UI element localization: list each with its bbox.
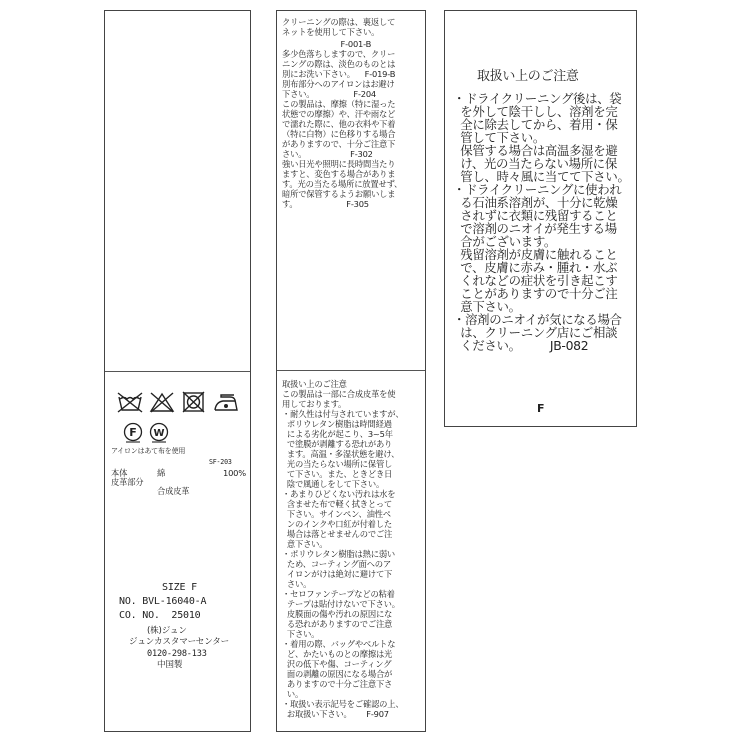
text-line: されずに衣類に残留すること <box>453 208 618 223</box>
text-line: ありますので十分ご注意下さ <box>282 679 393 689</box>
text-line: テープは貼付けないで下さい。 <box>282 599 400 609</box>
text-line: 管して下さい。 <box>453 130 545 145</box>
text-line: ますと、変色する場合がありま <box>282 169 396 179</box>
care-label-right <box>444 10 637 427</box>
text-line: て下さい。また、ときどき日 <box>282 469 393 479</box>
text-line: ・あまりひどくない汚れは水を <box>282 489 396 499</box>
care-symbols <box>117 391 242 413</box>
material-name: 合成皮革 <box>157 486 190 496</box>
text-line: がありますので、十分ご注意下 <box>282 139 396 149</box>
care-label-middle <box>276 10 426 732</box>
text-line: ・ポリウレタン樹脂は熱に弱い <box>282 549 396 559</box>
bleach-prohibited-icon <box>151 393 173 412</box>
text-line: による劣化が起こり、3~5年 <box>282 429 393 439</box>
wetclean-w-icon <box>151 424 168 443</box>
footer-code: F <box>537 402 545 415</box>
text-line: クリーニングの際は、裏返して <box>282 17 396 27</box>
text-line: ニングの際は、淡色のものとは <box>282 59 396 69</box>
text-line: 状態での摩擦）や、汗や雨など <box>282 109 396 119</box>
text-line: 面の剥離の原因になる場合が <box>282 669 393 679</box>
iron-note: アイロンはあて布を使用 <box>111 447 186 455</box>
text-line: ポリウレタン樹脂は時間経過 <box>282 419 392 429</box>
text-line: い。 <box>282 689 304 699</box>
text-line: で濡れた際に、他の衣料や下着 <box>282 119 396 129</box>
text-line: 残留溶剤が皮膚に触れること <box>453 247 618 262</box>
text-line: 合がございます。 <box>453 234 557 249</box>
text-line: ・ドライクリーニングに使われ <box>453 182 622 197</box>
text-line: 取扱い上のご注意 <box>282 379 347 389</box>
text-line: 光の当たらない場所に保管し <box>282 459 393 469</box>
text-line: F-001-B <box>282 39 372 49</box>
phone-number: 0120-298-133 <box>147 649 207 659</box>
text-line: ため、コーティング面へのア <box>282 559 391 569</box>
material-percent: 100% <box>223 468 246 478</box>
fold-line <box>105 371 250 372</box>
text-line: 皮膜面の傷や汚れの原因にな <box>282 609 393 619</box>
text-line: 別にお洗い下さい。 F-019-B <box>282 69 396 79</box>
svg-text:F: F <box>129 426 137 439</box>
text-line: さい。 F-302 <box>282 149 373 159</box>
text-line: 全に除去してから、着用・保 <box>453 117 618 132</box>
fold-line <box>277 370 425 371</box>
text-line: 下さい。 F-204 <box>282 89 376 99</box>
text-line: ネットを使用して下さい。 <box>282 27 380 37</box>
iron-low-icon <box>215 395 237 410</box>
text-line: け、光の当たらない場所に保 <box>453 156 617 171</box>
text-line: で塗膜が剥離する恐れがあり <box>282 439 393 449</box>
wash-prohibited-icon <box>118 393 142 412</box>
text-line: で溶剤のニオイが発生する場 <box>453 221 617 236</box>
text-line: 下さい。サインペン、油性ペ <box>282 509 391 519</box>
text-line: 含ませた布で軽く拭きとって <box>282 499 392 509</box>
text-line: ンのインクや口紅が付着した <box>282 519 392 529</box>
text-line: この製品は、摩擦（特に湿った <box>282 99 396 109</box>
text-line: ・取扱い表示記号をご確認の上、 <box>282 699 404 709</box>
text-line: ・セロファンテープなどの粘着 <box>282 589 395 599</box>
text-line: イロンがけは絶対に避けて下 <box>282 569 393 579</box>
text-line: を外して陰干しし、溶剤を完 <box>453 104 618 119</box>
svg-text:W: W <box>153 428 165 439</box>
text-line: ことがありますので十分ご注 <box>453 286 618 301</box>
text-line: ・ドライクリーニング後は、袋 <box>453 91 622 106</box>
country-of-origin: 中国製 <box>157 660 183 670</box>
product-number: NO. BVL-16040-A <box>119 596 207 607</box>
text-line: ど、かたいものとの摩擦は光 <box>282 649 393 659</box>
text-line: 意下さい。 <box>453 299 521 314</box>
material-part: 皮革部分 <box>111 477 144 487</box>
material-part: 本体 <box>111 468 128 478</box>
notice-title: 取扱い上のご注意 <box>477 69 579 84</box>
dryclean-f-icon <box>125 424 142 443</box>
co-number: CO. NO. 25010 <box>119 610 201 621</box>
text-line: 場合は落とせませんのでご注 <box>282 529 393 539</box>
text-line: 保管する場合は高温多湿を避 <box>453 143 618 158</box>
tumble-dry-prohibited-icon <box>183 392 204 412</box>
text-line: 用しております。 <box>282 399 347 409</box>
text-line: る石油系溶剤が、十分に乾燥 <box>453 195 618 210</box>
text-line: 別布部分へのアイロンはお避け <box>282 79 395 89</box>
text-line: さい。 <box>282 579 312 589</box>
text-line: ・耐久性は付与されていますが、 <box>282 409 404 419</box>
customer-center: ジュンカスタマーセンター <box>129 637 230 647</box>
text-line: 暗所で保管するようお願いしま <box>282 189 396 199</box>
text-line: ます。高温・多湿状態を避け、 <box>282 449 400 459</box>
text-line: くれなどの症状を引き起こす <box>453 273 618 288</box>
text-line: （特に白物）に色移りする場合 <box>282 129 396 139</box>
text-line: 意下さい。 <box>282 539 328 549</box>
material-name: 綿 <box>157 468 166 478</box>
text-line: この製品は一部に合成皮革を使 <box>282 389 396 399</box>
care-code: SF-203 <box>209 458 232 466</box>
company-name: (株)ジュン <box>147 626 187 636</box>
text-line: 管し、時々風に当てて下さい。 <box>453 169 630 184</box>
text-line: 沢の低下や傷、コーティング <box>282 659 392 669</box>
text-line: ください。 JB-082 <box>453 338 589 353</box>
text-line: お取扱い下さい。 F-907 <box>282 709 389 719</box>
text-line: す。光の当たる場所に放置せず、 <box>282 179 403 189</box>
text-line: す。 F-305 <box>282 199 369 209</box>
text-line: で、皮膚に赤み・腫れ・水ぶ <box>453 260 618 275</box>
size: SIZE F <box>162 582 197 593</box>
text-line: 下さい。 <box>282 629 320 639</box>
text-line: は、クリーニング店にご相談 <box>453 325 618 340</box>
text-line: る恐れがありますのでご注意 <box>282 619 393 629</box>
professional-care-symbols <box>123 421 173 443</box>
text-line: ・着用の際、バッグやベルトな <box>282 639 396 649</box>
text-line: ・溶剤のニオイが気になる場合 <box>453 312 622 327</box>
care-label-left <box>104 10 251 732</box>
text-line: 多少色落ちしますので、クリー <box>282 49 396 59</box>
text-line: 陰で風通しをして下さい。 <box>282 479 385 489</box>
text-line: 強い日光や照明に長時間当たり <box>282 159 396 169</box>
